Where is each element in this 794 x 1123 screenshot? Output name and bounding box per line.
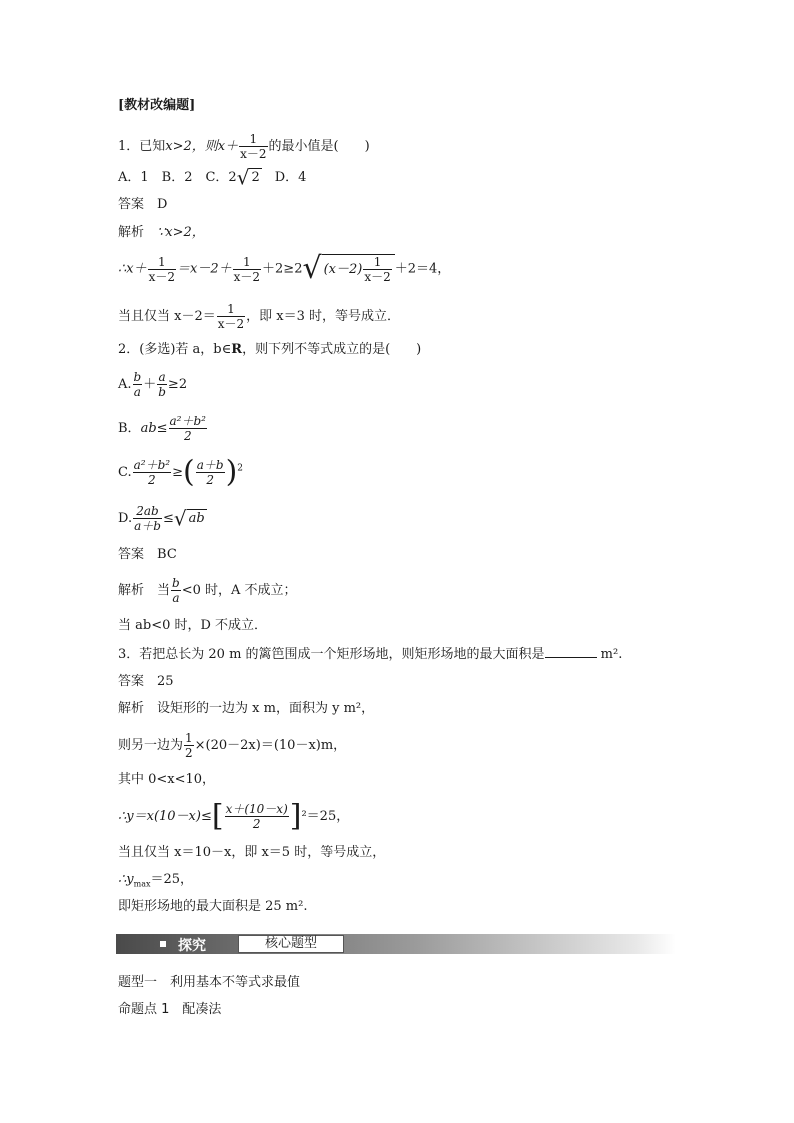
- q2-option-d: D. $\frac{2ab}{a+b}$ ≤√ ab: [118, 504, 205, 533]
- q1-analysis-2: ∴x＋ $\frac{1}{x-2}$ ＝x－2＋ $\frac{1}{x-2}$ ＋2≥2√ (x－2) $\frac{1}{x-2}$ ＋2＝4，: [118, 251, 451, 286]
- banner-square-icon: [160, 941, 166, 947]
- q3-answer: 答案 25: [118, 674, 174, 689]
- answer-blank: [545, 645, 597, 658]
- q1-options: A．1 B．2 C．2√ 2 D．4: [118, 165, 307, 190]
- q3-analysis-4: ∴y＝x(10－x)≤[ $\frac{x+(10-x)}{2}$ ]²＝25，: [118, 798, 350, 834]
- banner-left-label: 探究: [178, 938, 206, 954]
- q3-analysis-3: 其中 0<x<10，: [118, 772, 216, 787]
- q2-option-a: A. $\frac{b}{a}$ ＋ $\frac{a}{b}$ ≥2: [118, 370, 188, 399]
- banner-right-label: 核心题型: [238, 935, 344, 953]
- section-banner: [116, 934, 676, 954]
- q3-stem: 3．若把总长为 20 m 的篱笆围成一个矩形场地，则矩形场地的最大面积是 m².: [118, 647, 623, 662]
- point-heading: 命题点 1 配凑法: [118, 1002, 222, 1017]
- q2-option-c: C. $\frac{\text{a²＋b²}}{2}$ ≥( $\frac{a+b}{2}$ )$^2$: [118, 454, 244, 490]
- section-tag: [教材改编题]: [118, 98, 196, 113]
- q1-fraction: $\frac{1}{x-2}$: [240, 132, 267, 161]
- q2-stem: 2．(多选)若 a，b∈R，则下列不等式成立的是( ): [118, 342, 422, 357]
- q3-analysis-7: 即矩形场地的最大面积是 25 m².: [118, 899, 308, 914]
- q1-analysis-1: 解析 ∵x>2，: [118, 225, 205, 240]
- q3-analysis-1: 解析 设矩形的一边为 x m，面积为 y m²，: [118, 701, 375, 716]
- q2-option-b: B．ab≤ $\frac{\text{a²＋b²}}{2}$: [118, 414, 206, 443]
- q3-analysis-6: $\therefore y_{max}=25$，: [118, 872, 194, 889]
- q1-stem: 1．已知x>2，则x＋ $\frac{1}{x-2}$ 的最小值是( ): [118, 132, 370, 161]
- q1-analysis-3: 当且仅当 x－2＝ $\frac{1}{x-2}$ ，即 x＝3 时，等号成立．: [118, 302, 401, 331]
- type-heading: 题型一 利用基本不等式求最值: [118, 975, 301, 990]
- q3-analysis-2: 则另一边为 $\frac{1}{2}$ ×(20－2x)＝(10－x)m，: [118, 731, 347, 760]
- q1-answer: 答案 D: [118, 197, 168, 212]
- q3-analysis-5: 当且仅当 x＝10－x，即 x＝5 时，等号成立，: [118, 845, 386, 860]
- q2-analysis-2: 当 ab<0 时，D 不成立．: [118, 618, 268, 633]
- q2-analysis-1: 解析 当 $\frac{b}{a}$ <0 时，A 不成立；: [118, 576, 297, 605]
- q2-answer: 答案 BC: [118, 547, 177, 562]
